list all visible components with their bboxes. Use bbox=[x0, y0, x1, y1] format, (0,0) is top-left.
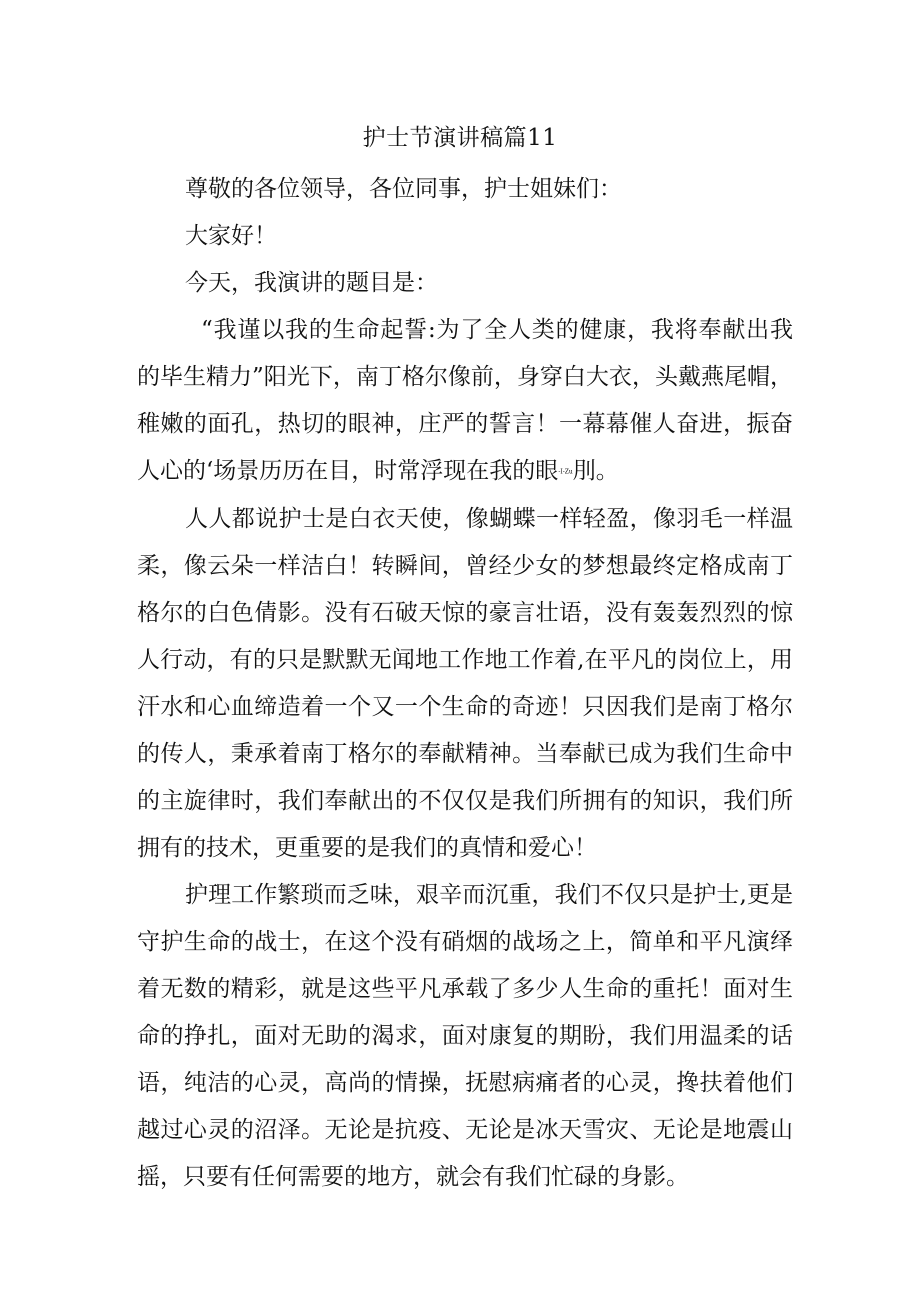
document-body bbox=[137, 166, 793, 1201]
nursing-work-paragraph: 护理工作繁琐而乏味，艰辛而沉重，我们不仅只是护士,更是守护生命的战士，在这个没有硝烟的战场之上，简单和平凡演绎着无数的精彩，就是这些平凡承载了多少人生命的重托！面对生命的挣扎，面对无助的渴求，面对康复的期盼，我们用温柔的话语，纯洁的心灵，高尚的情操，抚慰病痛者的心灵，搀扶着他们越过心灵的沼泽。无论是抗疫、无论是冰天雪灾、无论是地震山摇，只要有任何需要的地方，就会有我们忙碌的身影。 bbox=[137, 881, 793, 1190]
oath-paragraph-text: “我谨以我的生命起誓:为了全人类的健康，我将奉献出我的毕生精力”阳光下，南丁格尔像前，身穿白大衣，头戴燕尾帽，稚嫩的面孔，热切的眼神，庄严的誓言！一幕幕催人奋进，振奋人心的‘场景历历在目，时常浮现在我的眼 bbox=[137, 317, 793, 484]
intro-paragraph: 今天，我演讲的题目是： bbox=[185, 270, 438, 296]
oath-paragraph bbox=[137, 307, 793, 496]
scan-artifact-text: -I-Zu bbox=[558, 468, 573, 476]
oath-paragraph-ending: 刖。 bbox=[572, 458, 619, 484]
angel-paragraph: 人人都说护士是白衣天使，像蝴蝶一样轻盈，像羽毛一样温柔，像云朵一样洁白！转瞬间，曾经少女的梦想最终定格成南丁格尔的白色倩影。没有石破天惊的豪言壮语，没有轰轰烈烈的惊人行动，有的只是默默无闻地工作地工作着,在平凡的岗位上，用汗水和心血缔造着一个又一个生命的奇迹！只因我们是南丁格尔的传人，秉承着南丁格尔的奉献精神。当奉献已成为我们生命中的主旋律时，我们奉献出的不仅仅是我们所拥有的知识，我们所拥有的技术，更重要的是我们的真情和爱心！ bbox=[137, 505, 793, 861]
salutation-paragraph: 尊敬的各位领导，各位同事，护士姐妹们： bbox=[185, 176, 622, 202]
greeting-paragraph: 大家好！ bbox=[185, 223, 277, 249]
document-title: 护士节演讲稿篇11 bbox=[362, 125, 558, 151]
